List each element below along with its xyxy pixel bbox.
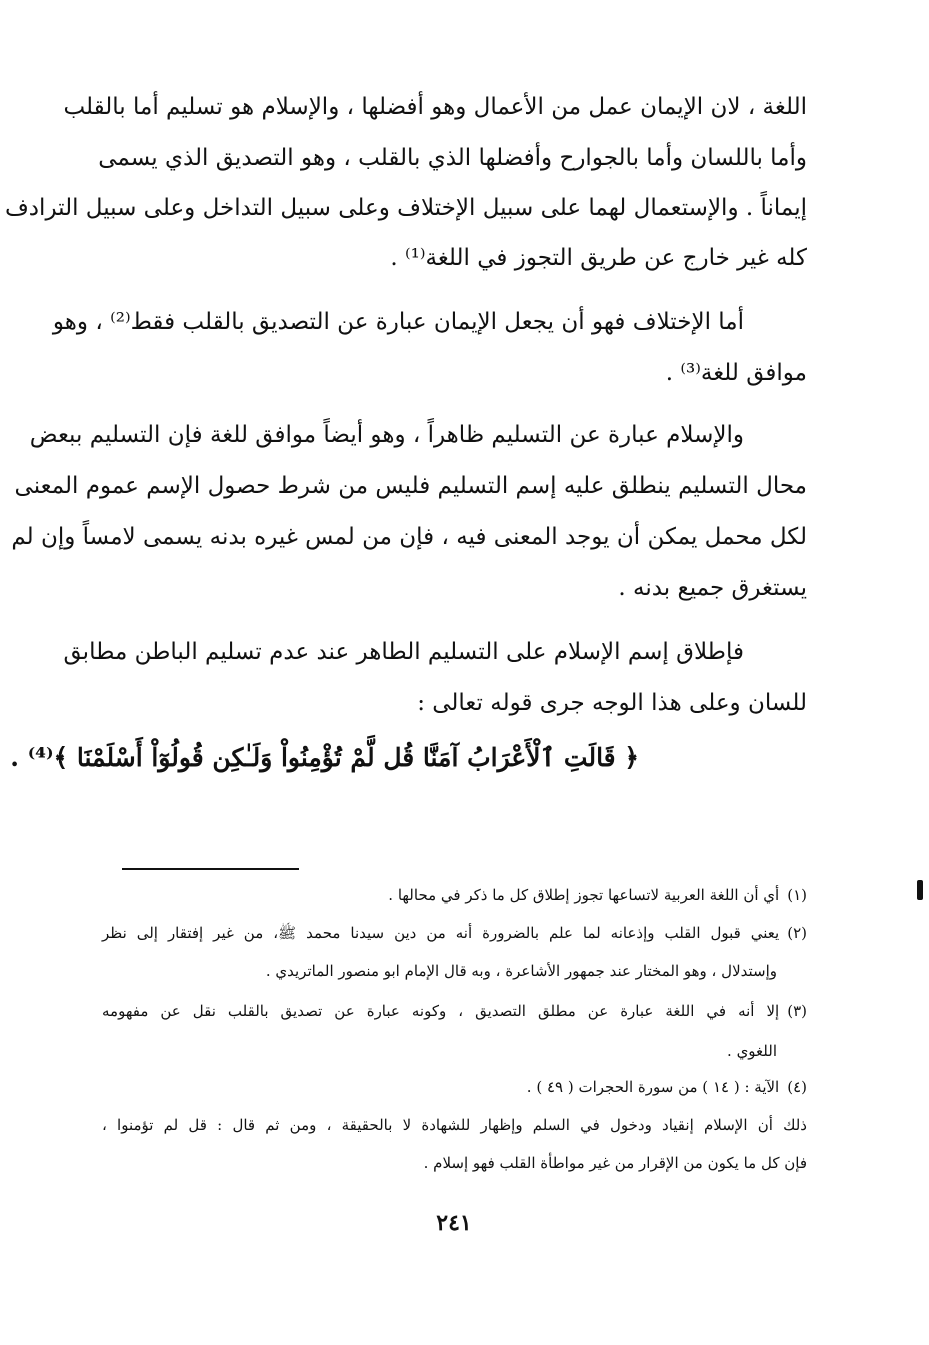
footnote-text: الآية : ( ١٤ ) من سورة الحجرات ( ٤٩ ) .	[526, 1078, 780, 1096]
footnote-number: (١)	[787, 886, 807, 904]
footnote-2-continued: وإستدلال ، وهو المختار عند جمهور الأشاعرة ، وبه قال الإمام ابو منصور الماتريدي .	[265, 962, 777, 980]
body-line: يستغرق جميع بدنه .	[618, 575, 807, 601]
body-line: للسان وعلى هذا الوجه جرى قوله تعالى :	[417, 690, 807, 716]
page-number: ٢٤١	[436, 1210, 472, 1236]
footnote-2	[102, 922, 807, 944]
footnote-4	[527, 1076, 807, 1098]
footnote-3	[102, 1000, 807, 1022]
body-line: كله غير خارج عن طريق التجوز في اللغة⁽¹⁾ .	[390, 245, 807, 271]
body-line: إيماناً . والإستعمال لهما على سبيل الإختلاف وعلى سبيل التداخل وعلى سبيل الترادف	[4, 195, 807, 221]
footnote-text: أي أن اللغة العربية لاتساعها تجوز إطلاق كل ما ذكر في محالها .	[388, 886, 780, 904]
footnote-number: (٢)	[787, 924, 807, 942]
footnote-1	[388, 884, 807, 906]
body-line: اللغة ، لان الإيمان عمل من الأعمال وهو أفضلها ، والإسلام هو تسليم أما بالقلب	[63, 94, 807, 120]
footnote-number: (٤)	[787, 1078, 807, 1096]
body-line: موافق للغة⁽³⁾ .	[665, 360, 807, 386]
footnote-continuation-line: ذلك أن الإسلام إنقياد ودخول في السلم وإظهار للشهادة لا بالحقيقة ، ومن ثم قال : قل لم تؤمنوا ،	[102, 1116, 807, 1134]
footnote-continuation-line: فإن كل ما يكون من الإقرار من غير مواطأة القلب فهو إسلام .	[423, 1154, 807, 1172]
body-line: أما الإختلاف فهو أن يجعل الإيمان عبارة عن التصديق بالقلب فقط⁽²⁾ ، وهو	[52, 309, 744, 335]
body-line: والإسلام عبارة عن التسليم ظاهراً ، وهو أيضاً موافق للغة فإن التسليم ببعض	[29, 422, 744, 448]
margin-mark	[917, 880, 923, 900]
footnote-3-continued: اللغوي .	[727, 1042, 777, 1060]
footnote-divider	[122, 868, 299, 870]
body-line: وأما باللسان وأما بالجوارح وأفضلها الذي بالقلب ، وهو التصديق الذي يسمى	[98, 145, 807, 171]
footnote-text: يعني قبول القلب وإذعانه لما علم بالضرورة أنه من دين سيدنا محمد ﷺ، من غير إفتقار إلى نظر	[102, 924, 780, 942]
footnote-text: إلا أنه في اللغة عبارة عن مطلق التصديق ، وكونه عبارة عن تصديق بالقلب نقل عن مفهومه	[102, 1002, 780, 1020]
footnote-number: (٣)	[787, 1002, 807, 1020]
body-line: فإطلاق إسم الإسلام على التسليم الطاهر عند عدم تسليم الباطن مطابق	[63, 639, 744, 665]
body-line: محال التسليم ينطلق عليه إسم التسليم فليس من شرط حصول الإسم عموم المعنى	[14, 473, 807, 499]
quran-verse: ﴿ قَالَتِ ٱلْأَعْرَابُ آمَنَّا قُل لَّمْ تُؤْمِنُواْ وَلَـٰكِن قُولُوٓاْ أَسْلَمْنَا ﴾⁽⁴⁾ .	[10, 743, 639, 772]
body-line: لكل محمل يمكن أن يوجد المعنى فيه ، فإن من لمس غيره بدنه يسمى لامساً وإن لم	[11, 524, 807, 550]
